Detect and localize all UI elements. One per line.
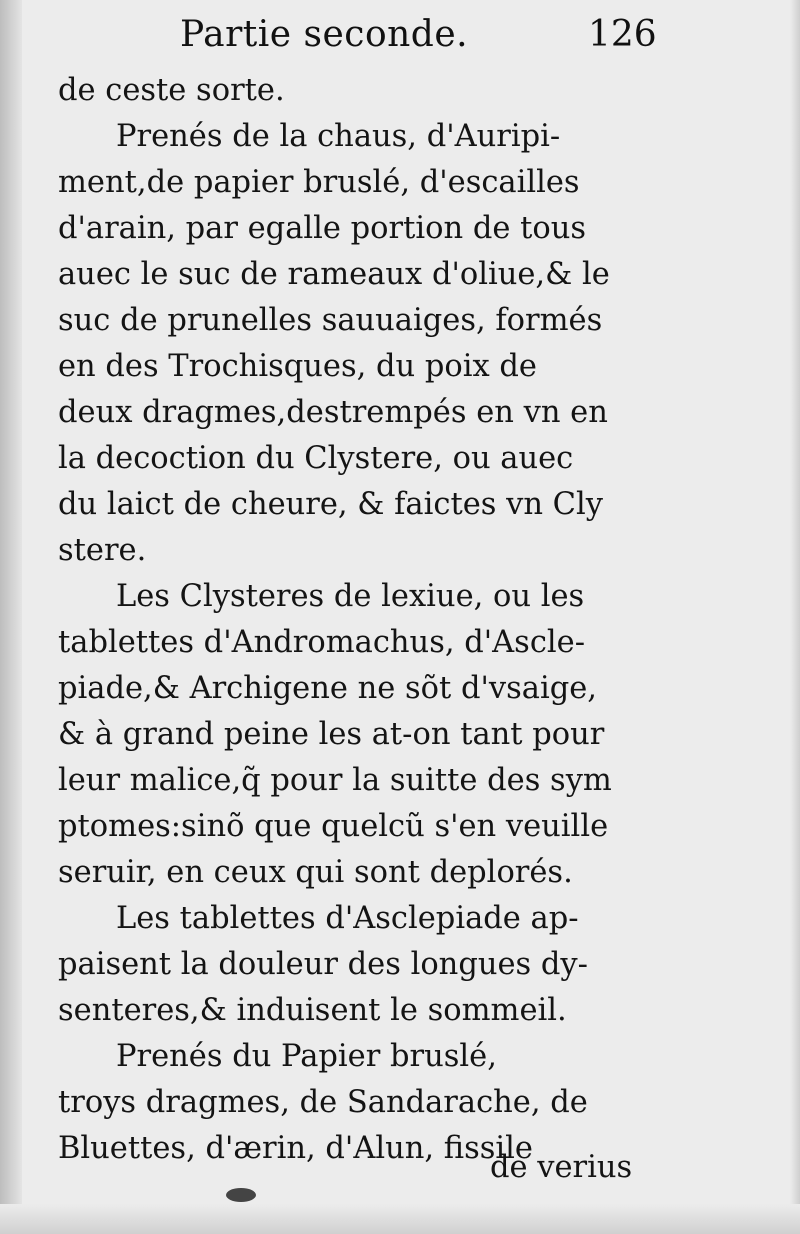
- body-text: [58, 68, 648, 1172]
- text-line: seruir, en ceux qui sont deplorés.: [58, 855, 573, 890]
- catchword: de verius: [490, 1150, 633, 1185]
- text-line: troys dragmes, de Sandarache, de: [58, 1085, 588, 1120]
- text-line: Prenés du Papier bruslé,: [116, 1039, 497, 1074]
- text-line: de ceste sorte.: [58, 73, 285, 108]
- text-line: tablettes d'Andromachus, d'Ascle-: [58, 625, 586, 660]
- text-line: d'arain, par egalle portion de tous: [58, 211, 587, 246]
- page-gutter-shadow: [0, 0, 22, 1234]
- text-line: la decoction du Clystere, ou auec: [58, 441, 574, 476]
- text-line: stere.: [58, 533, 147, 568]
- text-line: & à grand peine les at-on tant pour: [58, 717, 605, 752]
- text-line: piade,& Archigene ne sõt d'vsaige,: [58, 671, 597, 706]
- text-line: ptomes:sinõ que quelcũ s'en veuille: [58, 809, 609, 844]
- text-line: auec le suc de rameaux d'oliue,& le: [58, 257, 610, 292]
- text-line: Les tablettes d'Asclepiade ap-: [116, 901, 579, 936]
- running-title: Partie seconde.: [180, 14, 469, 55]
- text-line: en des Trochisques, du poix de: [58, 349, 537, 384]
- ink-blot-ornament: [226, 1188, 256, 1202]
- text-line: suc de prunelles sauuaiges, formés: [58, 303, 603, 338]
- text-line: deux dragmes,destrempés en vn en: [58, 395, 608, 430]
- page-bottom-shadow: [0, 1204, 800, 1234]
- text-line: du laict de cheure, & faictes vn Cly: [58, 487, 603, 522]
- text-line: Prenés de la chaus, d'Auripi-: [116, 119, 561, 154]
- text-line: Les Clysteres de lexiue, ou les: [116, 579, 585, 614]
- text-line: leur malice,q̃ pour la suitte des sym: [58, 763, 612, 798]
- text-line: ment,de papier bruslé, d'escailles: [58, 165, 580, 200]
- page-edge-shadow: [790, 0, 800, 1234]
- text-line: paisent la douleur des longues dy-: [58, 947, 588, 982]
- text-line: senteres,& induisent le sommeil.: [58, 993, 567, 1028]
- page-number: 126: [588, 14, 657, 55]
- text-line: Bluettes, d'ærin, d'Alun, fissile: [58, 1131, 533, 1166]
